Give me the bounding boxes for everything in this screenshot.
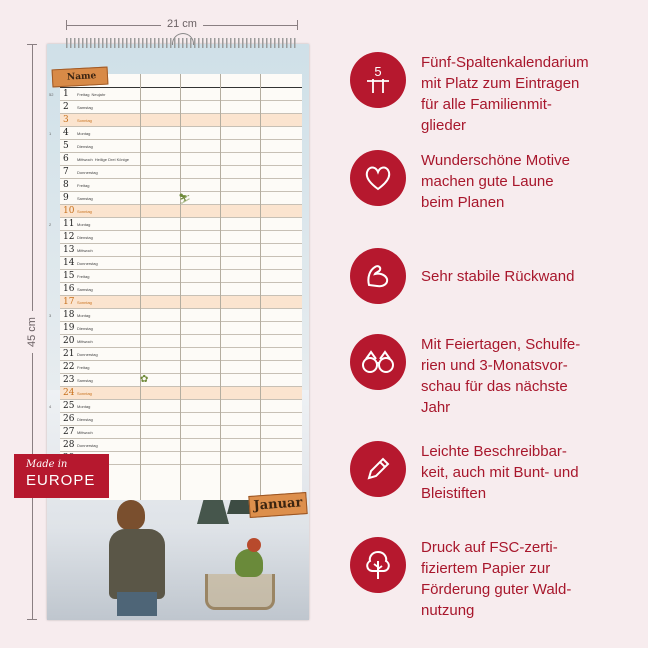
calendar-day-row [60, 322, 302, 335]
day-name: Samstag [77, 286, 93, 292]
calendar-day-row [60, 114, 302, 127]
day-number: 18 [63, 310, 75, 320]
skier-illustration: ⛷ [178, 194, 191, 205]
day-name: Mittwoch [77, 247, 93, 253]
week-number: 1 [49, 130, 52, 136]
day-number: 27 [63, 427, 75, 437]
day-name: Dienstag [77, 143, 93, 149]
calendar-day-row [60, 296, 302, 309]
day-name: Mittwoch [77, 156, 93, 162]
day-number: 11 [63, 219, 75, 229]
day-name: Freitag [77, 182, 90, 188]
grid-header [60, 71, 302, 88]
calendar-day-row [60, 166, 302, 179]
day-name: Donnerstag [77, 260, 98, 266]
day-name: Dienstag [77, 234, 93, 240]
day-number: 7 [63, 167, 69, 177]
heart-icon [350, 150, 406, 206]
day-number: 10 [63, 206, 75, 216]
day-name: Donnerstag [77, 442, 98, 448]
day-name: Mittwoch [77, 429, 93, 435]
calendar-day-row [60, 335, 302, 348]
figure-illustration: ✿ [140, 374, 149, 385]
feature-text: Leichte Beschreibbar- keit, auch mit Bunt- und Bleistiften [421, 443, 579, 502]
day-number: 21 [63, 349, 75, 359]
day-number: 13 [63, 245, 75, 255]
calendar-day-row [60, 140, 302, 153]
calendar-day-row [60, 270, 302, 283]
day-name: Donnerstag [77, 351, 98, 357]
day-name: Sonntag [77, 117, 92, 123]
calendar-day-row [60, 257, 302, 270]
made-in-europe-badge [14, 454, 109, 498]
calendar-day-row [60, 244, 302, 257]
day-number: 22 [63, 362, 75, 372]
column-divider [220, 74, 221, 500]
calendar-day-row [60, 387, 302, 400]
day-number: 12 [63, 232, 75, 242]
day-number: 3 [63, 115, 69, 125]
day-name: Sonntag [77, 299, 92, 305]
week-number: 52 [49, 91, 54, 97]
column-divider [260, 74, 261, 500]
day-number: 9 [63, 193, 69, 203]
day-number: 24 [63, 388, 75, 398]
day-number: 15 [63, 271, 75, 281]
day-name: Montag [77, 312, 91, 318]
feature-fsc-paper [350, 537, 640, 619]
calendar-day-row [60, 426, 302, 439]
name-tag: Name [52, 67, 109, 88]
badge-line-2: EUROPE [26, 472, 96, 489]
calendar-day-row [49, 400, 302, 413]
svg-text:5: 5 [374, 64, 382, 79]
calendar-day-row [60, 374, 302, 387]
day-number: 4 [63, 128, 69, 138]
day-name: Freitag [77, 273, 90, 279]
calendar-day-row [49, 218, 302, 231]
feature-five-columns [350, 52, 640, 134]
day-number: 19 [63, 323, 75, 333]
feature-text: Fünf-Spaltenkalendarium mit Platz zum Eintragen für alle Familienmit- glieder [421, 54, 589, 134]
width-label: 21 cm [161, 18, 203, 30]
feature-text: Sehr stabile Rückwand [421, 268, 575, 285]
week-number: 4 [49, 403, 52, 409]
day-number: 17 [63, 297, 75, 307]
day-name: Montag [77, 403, 91, 409]
day-number: 2 [63, 102, 69, 112]
day-number: 16 [63, 284, 75, 294]
tree-icon [350, 537, 406, 593]
feature-text: Mit Feiertagen, Schulfe- rien und 3-Monatsvor- schau für das nächste Jahr [421, 336, 581, 416]
pencil-icon [350, 441, 406, 497]
calendar-day-row [60, 283, 302, 296]
week-number: 3 [49, 312, 52, 318]
day-note: Heilige Drei Könige [94, 156, 130, 162]
calendar-product-image [47, 44, 309, 620]
calendar-day-row [60, 179, 302, 192]
five-columns-icon [350, 52, 406, 108]
width-dimension [66, 15, 298, 35]
wanderer-legs [117, 592, 157, 616]
day-number: 26 [63, 414, 75, 424]
calendar-day-row [60, 348, 302, 361]
day-number: 8 [63, 180, 69, 190]
calendar-day-row [49, 127, 302, 140]
day-name: Mittwoch [77, 338, 93, 344]
feature-holidays [350, 334, 640, 416]
day-name: Dienstag [77, 416, 93, 422]
rider-illustration [235, 549, 263, 577]
column-divider [140, 74, 141, 500]
week-number: 2 [49, 221, 52, 227]
calendar-day-row [60, 101, 302, 114]
calendar-day-row [49, 309, 302, 322]
feature-writable [350, 441, 640, 501]
calendar-grid [49, 71, 302, 500]
day-number: 5 [63, 141, 69, 151]
calendar-day-row [60, 231, 302, 244]
binoculars-icon [350, 334, 406, 390]
height-label: 45 cm [26, 311, 38, 353]
day-number: 25 [63, 401, 75, 411]
day-name: Freitag [77, 364, 90, 370]
day-number: 1 [63, 89, 69, 99]
day-number: 20 [63, 336, 75, 346]
calendar-day-row [60, 153, 302, 166]
month-tag: Januar [248, 492, 307, 518]
feature-text: Druck auf FSC-zerti- fiziertem Papier zur Förderung guter Wald- nutzung [421, 539, 572, 619]
wanderer-head [117, 500, 145, 530]
day-rows [49, 88, 302, 465]
badge-line-1: Made in [26, 459, 68, 470]
height-dimension [22, 44, 42, 620]
day-name: Sonntag [77, 390, 92, 396]
strong-arm-icon [350, 248, 406, 304]
day-name: Donnerstag [77, 169, 98, 175]
calendar-day-row [60, 413, 302, 426]
day-name: Montag [77, 221, 91, 227]
feature-stable-backboard [350, 248, 640, 308]
day-number: 6 [63, 154, 69, 164]
column-divider [180, 74, 181, 500]
day-number: 28 [63, 440, 75, 450]
sled-illustration [205, 574, 275, 610]
calendar-day-row [60, 361, 302, 374]
calendar-day-row [49, 88, 302, 101]
rider-cap [247, 538, 261, 552]
day-number: 14 [63, 258, 75, 268]
day-name: Dienstag [77, 325, 93, 331]
calendar-day-row [60, 205, 302, 218]
feature-text: Wunderschöne Motive machen gute Laune beim Planen [421, 152, 570, 211]
day-name: Freitag [77, 91, 90, 97]
day-name: Samstag [77, 104, 93, 110]
day-name: Montag [77, 130, 91, 136]
day-name: Sonntag [77, 208, 92, 214]
day-name: Samstag [77, 195, 93, 201]
calendar-day-row [60, 439, 302, 452]
feature-motifs [350, 150, 640, 210]
wanderer-body [109, 529, 165, 599]
day-note: Neujahr [91, 91, 106, 97]
day-number: 23 [63, 375, 75, 385]
day-name: Samstag [77, 377, 93, 383]
